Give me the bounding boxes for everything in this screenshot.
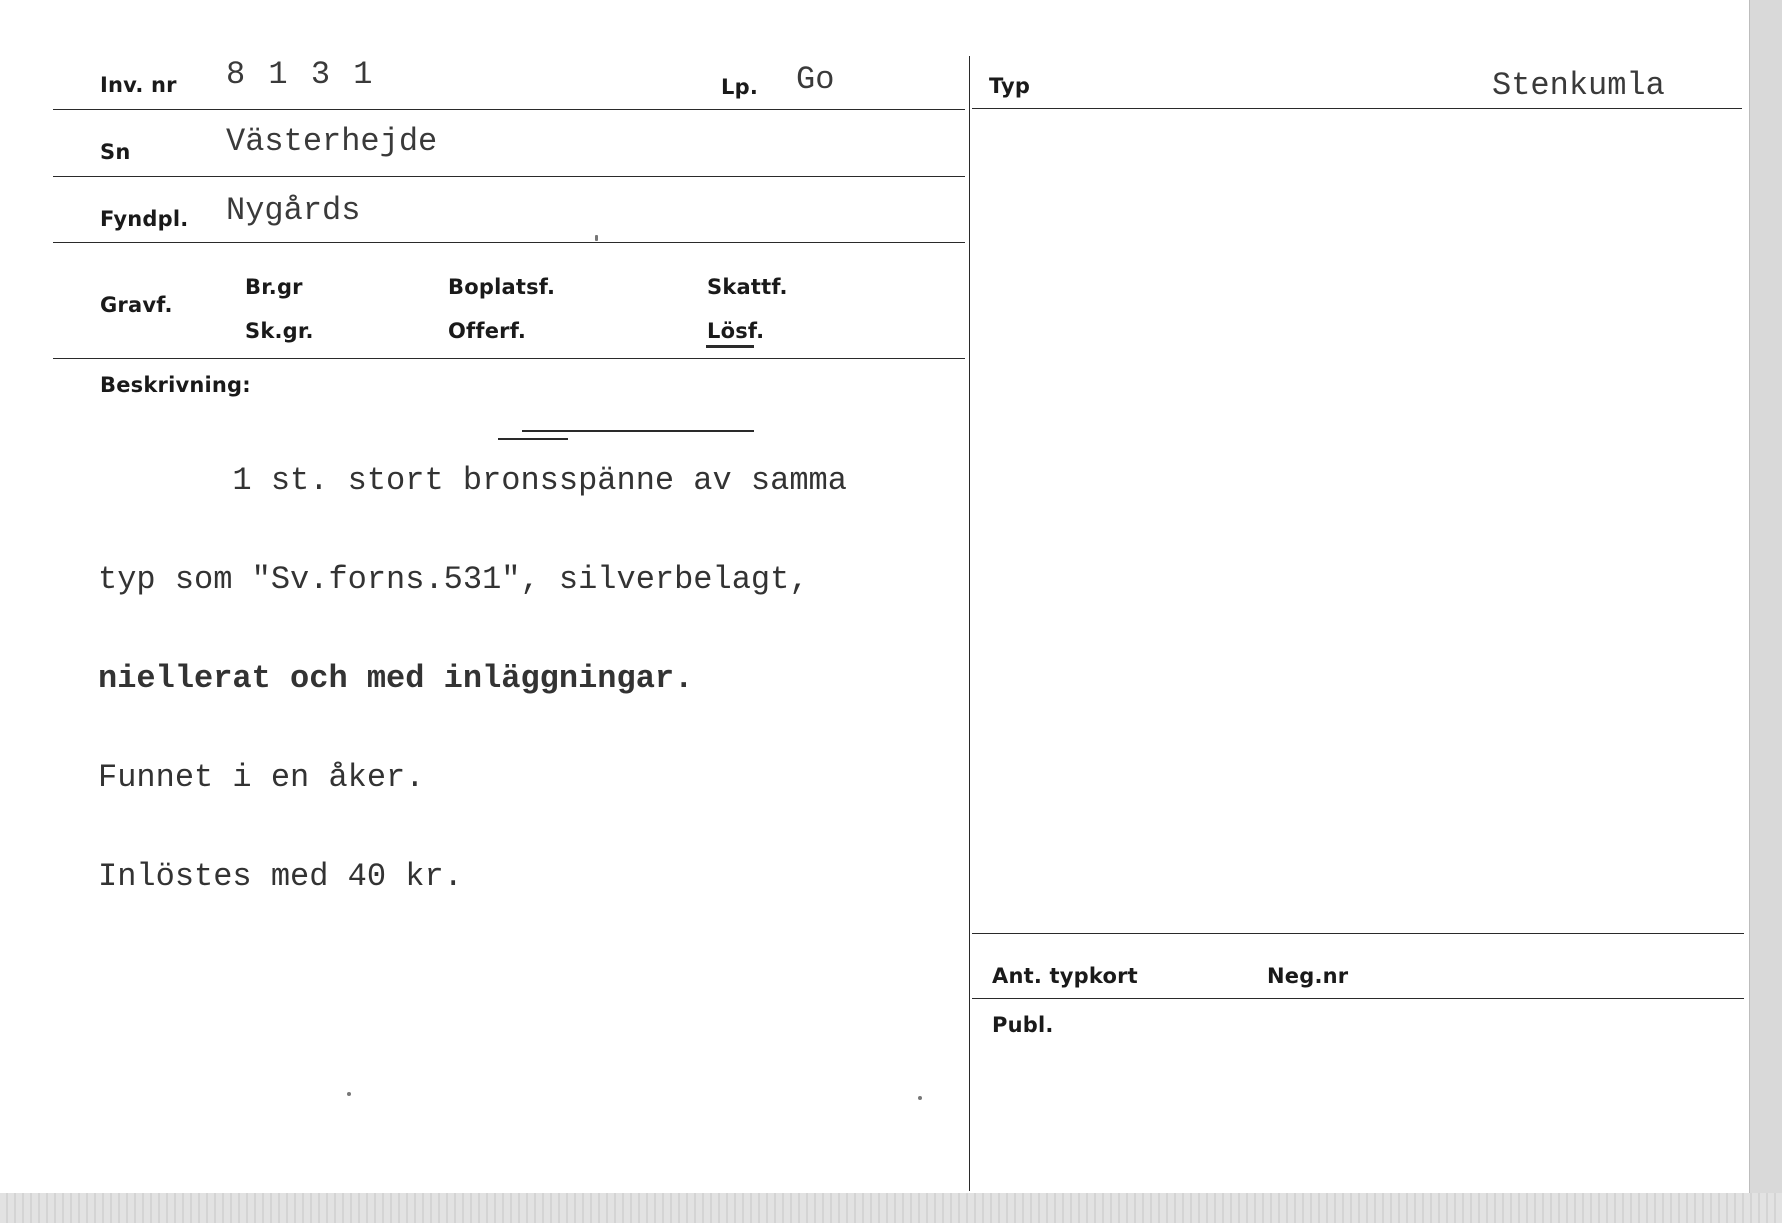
publ-label: Publ.: [992, 1013, 1054, 1037]
overline-531: [498, 438, 568, 440]
rule-gravf: [53, 358, 965, 359]
description-line-1: 1 st. stort bronsspänne av samma: [98, 462, 847, 499]
rule-typ: [972, 108, 1742, 109]
inv-nr-value: 8 1 3 1: [226, 56, 375, 93]
lp-label: Lp.: [721, 75, 758, 99]
ink-speck: [595, 235, 598, 241]
sn-label: Sn: [100, 140, 131, 164]
inv-nr-label: Inv. nr: [100, 73, 177, 97]
fyndpl-value: Nygårds: [226, 192, 361, 229]
description-line-4: Funnet i en åker.: [98, 759, 425, 796]
gravf-label: Gravf.: [100, 293, 173, 317]
rule-ant-top: [972, 933, 1744, 934]
skattf-label: Skattf.: [707, 275, 788, 299]
rule-sn: [53, 176, 965, 177]
ink-speck: [347, 1092, 351, 1096]
br-gr-label: Br.gr: [245, 275, 303, 299]
typ-value: Stenkumla: [1492, 67, 1665, 104]
description-text: [98, 398, 847, 959]
typ-label: Typ: [989, 74, 1031, 98]
bronsspanne-underline: [522, 430, 754, 432]
offerf-label: Offerf.: [448, 319, 527, 343]
sn-value: Västerhejde: [226, 123, 438, 160]
neg-nr-label: Neg.nr: [1267, 964, 1349, 988]
losf-underline: [706, 345, 754, 348]
ant-typkort-label: Ant. typkort: [992, 964, 1138, 988]
rule-fyndpl: [53, 242, 965, 243]
rule-publ: [972, 998, 1744, 999]
description-line-3: niellerat och med inläggningar.: [98, 660, 694, 697]
description-line-5: Inlöstes med 40 kr.: [98, 858, 463, 895]
beskrivning-label: Beskrivning:: [100, 373, 251, 397]
lp-value: Go: [796, 61, 835, 98]
ink-speck: [918, 1096, 922, 1100]
sk-gr-label: Sk.gr.: [245, 319, 314, 343]
boplatsf-label: Boplatsf.: [448, 275, 556, 299]
rule-inv: [53, 109, 965, 110]
scan-background-strip: [0, 1193, 1782, 1223]
description-line-2: typ som "Sv.forns.531", silverbelagt,: [98, 561, 809, 598]
losf-label: Lösf.: [707, 319, 765, 343]
vertical-divider: [969, 56, 970, 1191]
fyndpl-label: Fyndpl.: [100, 207, 189, 231]
